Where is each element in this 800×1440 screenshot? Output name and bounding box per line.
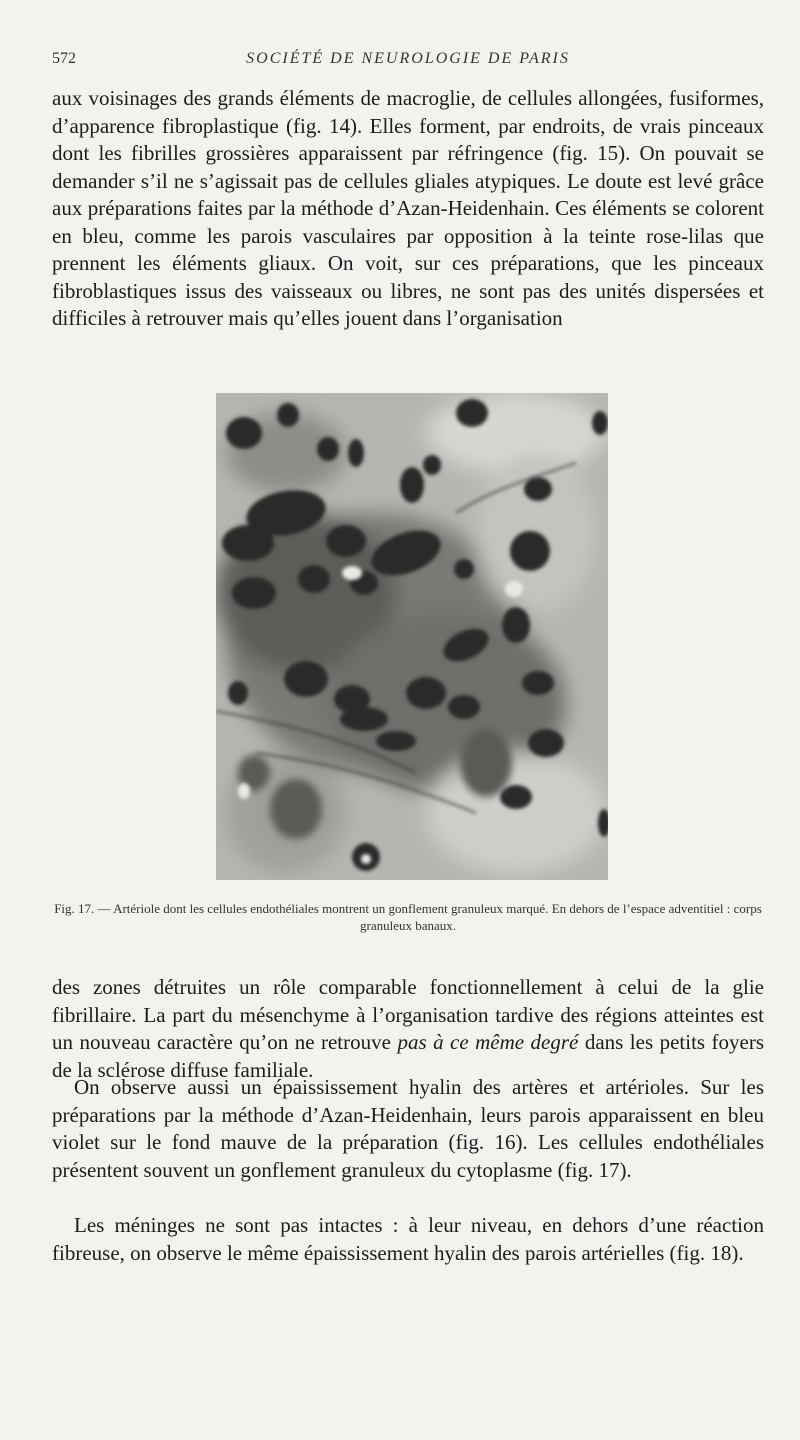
paragraph-1: aux voisinages des grands éléments de macroglie, de cellules allongées, fusiformes, d’apparence fibroplastique (fig. 14). Elles forment, par endroits, de vrais pinceaux dont les fibrilles grossières apparaissent par réfringence (fig. 15). On pouvait se demander s’il ne s’agissait pas de cellules gliales atypiques. Le doute est levé grâce aux préparations faites par la méthode d’Azan-Heidenhain. Ces éléments se colorent en bleu, comme les parois vasculaires par opposition à la teinte rose-lilas que prennent les éléments gliaux. On voit, sur ces préparations, que les pinceaux fibroblastiques issus des vaisseaux ou libres, ne sont pas des unités dispersées et difficiles à retrouver mais qu’elles jouent dans l’organisation [52, 86, 764, 330]
paragraph-2-text: des zones détruites un rôle comparable fonctionnellement à celui de la glie fibrillaire. La part du mésenchyme à l’organisation tardive des régions atteintes est un nouveau caractère qu’on ne retrouve [52, 975, 764, 1054]
micrograph-figure [216, 393, 608, 880]
micrograph-image [216, 393, 608, 880]
running-title: SOCIÉTÉ DE NEUROLOGIE DE PARIS [246, 50, 570, 67]
paragraph-3: On observe aussi un épaississement hyalin des artères et artérioles. Sur les préparations par la méthode d’Azan-Heidenhain, leurs parois apparaissent en bleu violet sur le fond mauve de la préparation (fig. 16). Les cellules endothéliales présentent souvent un gonflement granuleux du cytoplasme (fig. 17). [52, 1075, 764, 1182]
page-number: 572 [52, 50, 76, 67]
paragraph-2-emphasis: pas à ce même degré [397, 1030, 579, 1054]
figure-caption: Fig. 17. — Artériole dont les cellules endothéliales montrent un gonflement granuleux marqué. En dehors de l’espace adventitiel : corps granuleux banaux. [54, 901, 762, 933]
page-header [52, 50, 764, 78]
paragraph-2-end: dans les petits foyers de la sclérose diffuse familiale. [52, 1030, 765, 1082]
paragraph-4: Les méninges ne sont pas intactes : à leur niveau, en dehors d’une réaction fibreuse, on observe le même épaississement hyalin des parois artérielles (fig. 18). [52, 1213, 764, 1265]
paragraph-2 [52, 974, 764, 1084]
